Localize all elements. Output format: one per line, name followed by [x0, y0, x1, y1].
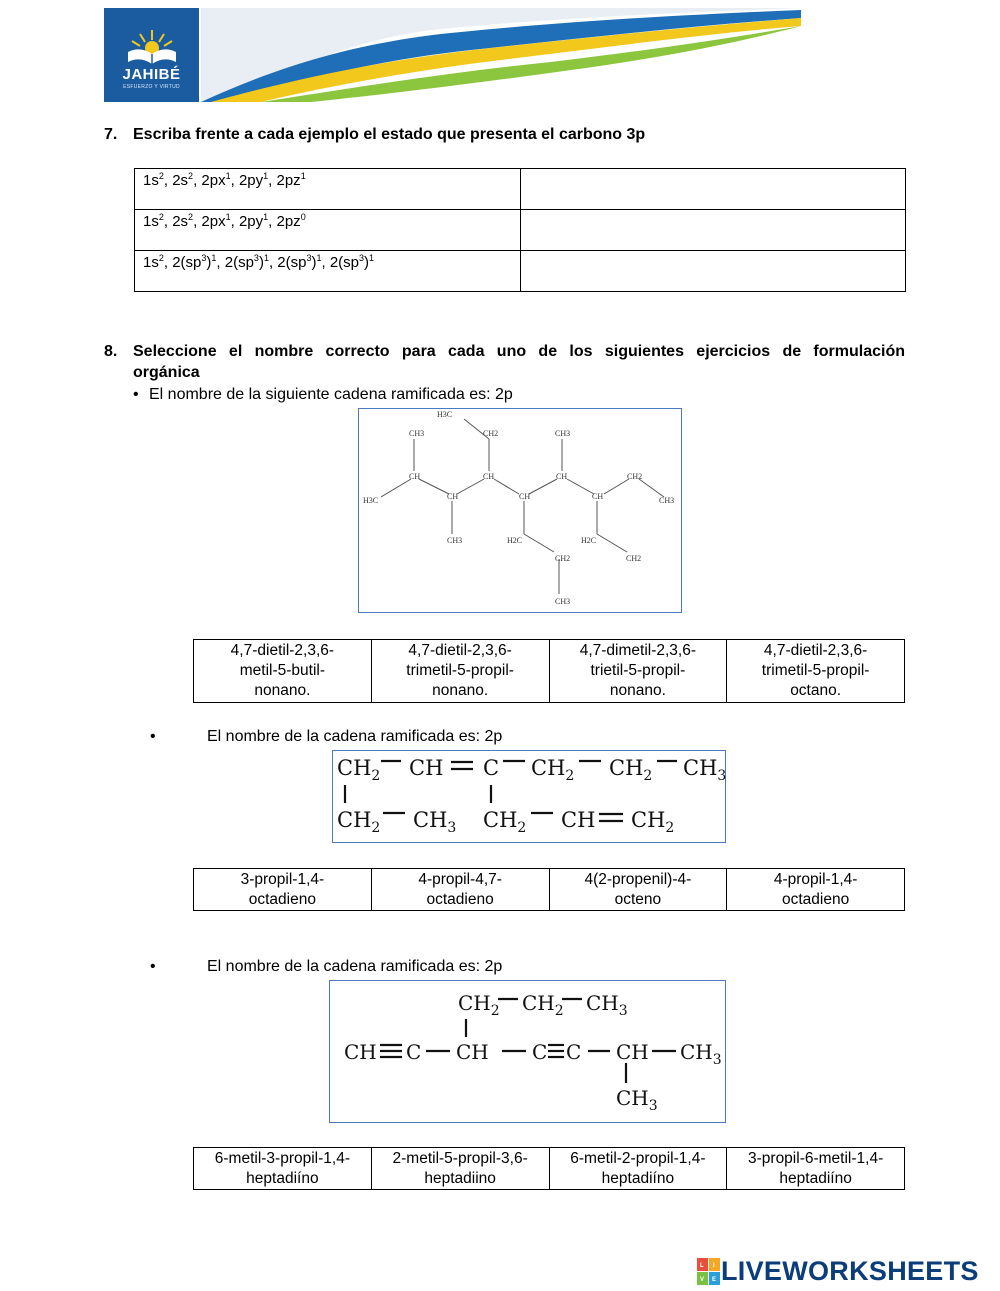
answer-cell[interactable]: [521, 210, 906, 251]
label-ch: CH: [519, 492, 531, 501]
item-3-prompt: El nombre de la cadena ramificada es: 2p: [207, 958, 503, 975]
structure-3-image: [329, 980, 726, 1123]
option-cell[interactable]: 2-metil-5-propil-3,6- heptadiino: [371, 1148, 549, 1190]
svg-text:CH2: $CH_2$: [609, 756, 653, 784]
option-cell[interactable]: 4-propil-1,4- octadieno: [727, 869, 905, 911]
structure-2-image: [332, 750, 726, 843]
label-ch3: CH3: [447, 536, 463, 545]
svg-text:CH2: $CH_2$: [458, 991, 500, 1019]
config-cell: $1s^2$, $2(sp^3)^1$, $2(sp^3)^1$, $2(sp^3)^1$, $2(sp^3)^1$: [135, 251, 521, 292]
liveworksheets-logo: [697, 1256, 979, 1287]
question-7-title: Escriba frente a cada ejemplo el estado que presenta el carbono 3p: [133, 126, 646, 143]
svg-text:I: I: [713, 1262, 715, 1269]
label-ch2: CH2: [627, 472, 643, 481]
logo-tagline: ESFUERZO Y VIRTUD: [123, 84, 180, 90]
options-table-1: [193, 639, 905, 703]
table-row: [135, 251, 906, 292]
svg-text:CH2: $CH_2$: [337, 756, 381, 784]
svg-text:CH2: $CH_2$: [337, 808, 381, 836]
question-8-number: 8.: [104, 343, 118, 360]
brand-text: LIVEWORKSHEETS: [721, 1256, 979, 1286]
item-1-prompt: El nombre de la siguiente cadena ramificada es: 2p: [149, 386, 513, 403]
header-wave-banner: [201, 8, 811, 102]
option-cell[interactable]: 4-propil-4,7- octadieno: [371, 869, 549, 911]
label-ch2: CH2: [483, 429, 499, 438]
svg-text:CH3: $CH_3$: [683, 756, 727, 784]
school-logo: [104, 8, 199, 102]
svg-text:CH2: $CH_2$: [483, 808, 527, 836]
option-cell[interactable]: 3-propil-6-metil-1,4- heptadiíno: [727, 1148, 905, 1190]
label-ch: CH: [556, 472, 568, 481]
label-ch: CH: [447, 492, 459, 501]
option-cell[interactable]: 4,7-dimetil-2,3,6- trietil-5-propil- nonano.: [549, 640, 727, 703]
option-cell[interactable]: 4,7-dietil-2,3,6- trimetil-5-propil- octano.: [727, 640, 905, 703]
bullet: •: [150, 958, 156, 975]
book-sun-icon: [122, 26, 182, 66]
options-table-3: [193, 1147, 905, 1190]
svg-text:C: C: [532, 1040, 548, 1064]
svg-text:CH3: $CH_3$: [680, 1040, 722, 1068]
svg-text:CH2: $CH_2$: [631, 808, 675, 836]
table-row: [135, 210, 906, 251]
answer-cell[interactable]: [521, 251, 906, 292]
option-cell[interactable]: 4,7-dietil-2,3,6- metil-5-butil- nonano.: [194, 640, 372, 703]
label-ch3: CH3: [659, 496, 675, 505]
option-cell[interactable]: 6-metil-2-propil-1,4- heptadiíno: [549, 1148, 727, 1190]
label-h3c: H3C: [363, 496, 379, 505]
label-ch: CH: [592, 492, 604, 501]
label-ch: CH: [409, 472, 421, 481]
svg-text:CH: CH: [561, 808, 596, 832]
label-h2c: H2C: [507, 536, 523, 545]
question-8-title-line1: Seleccione el nombre correcto para cada uno de los siguientes ejercicios de formulación: [133, 343, 905, 360]
svg-text:CH2: $CH_2$: [531, 756, 575, 784]
svg-text:CH: CH: [616, 1040, 649, 1064]
liveworksheets-icon: [697, 1258, 721, 1286]
answer-cell[interactable]: [521, 169, 906, 210]
svg-text:C: C: [483, 756, 500, 780]
option-cell[interactable]: 6-metil-3-propil-1,4- heptadiíno: [194, 1148, 372, 1190]
svg-text:CH3: $CH_3$: [586, 991, 628, 1019]
bullet: •: [133, 386, 139, 403]
question-8-title-line2: orgánica: [133, 364, 200, 381]
label-ch3: CH3: [409, 429, 425, 438]
option-cell[interactable]: 4(2-propenil)-4- octeno: [549, 869, 727, 911]
svg-text:C: C: [406, 1040, 422, 1064]
table-row: [135, 169, 906, 210]
label-ch2: CH2: [555, 554, 571, 563]
svg-text:CH: CH: [456, 1040, 489, 1064]
label-ch3: CH3: [555, 429, 571, 438]
svg-text:C: C: [566, 1040, 582, 1064]
question-7-number: 7.: [104, 126, 118, 143]
label-h3c: H3C: [437, 410, 453, 419]
svg-text:E: E: [712, 1276, 717, 1283]
label-ch2: CH2: [626, 554, 642, 563]
config-cell: $1s^2$, $2s^2$, $2px^1$, $2py^1$, $2pz^0$: [135, 210, 521, 251]
svg-text:L: L: [700, 1262, 704, 1269]
label-ch: CH: [483, 472, 495, 481]
svg-text:CH3: $CH_3$: [616, 1086, 658, 1114]
item-2-prompt: El nombre de la cadena ramificada es: 2p: [207, 728, 503, 745]
structure-1-image: [358, 408, 682, 613]
label-ch3: CH3: [555, 597, 571, 606]
config-cell: $1s^2$, $2s^2$, $2px^1$, $2py^1$, $2pz^1$: [135, 169, 521, 210]
option-cell[interactable]: 4,7-dietil-2,3,6- trimetil-5-propil- nonano.: [371, 640, 549, 703]
option-cell[interactable]: 3-propil-1,4- octadieno: [194, 869, 372, 911]
svg-text:CH2: $CH_2$: [522, 991, 564, 1019]
electron-config-table: [134, 168, 906, 292]
svg-text:V: V: [700, 1276, 705, 1283]
svg-text:CH: CH: [344, 1040, 377, 1064]
logo-name: JAHIBÉ: [122, 66, 181, 83]
bullet: •: [150, 728, 156, 745]
options-table-2: [193, 868, 905, 911]
label-h2c: H2C: [581, 536, 597, 545]
svg-text:CH: CH: [409, 756, 444, 780]
svg-text:CH3: $CH_3$: [413, 808, 457, 836]
